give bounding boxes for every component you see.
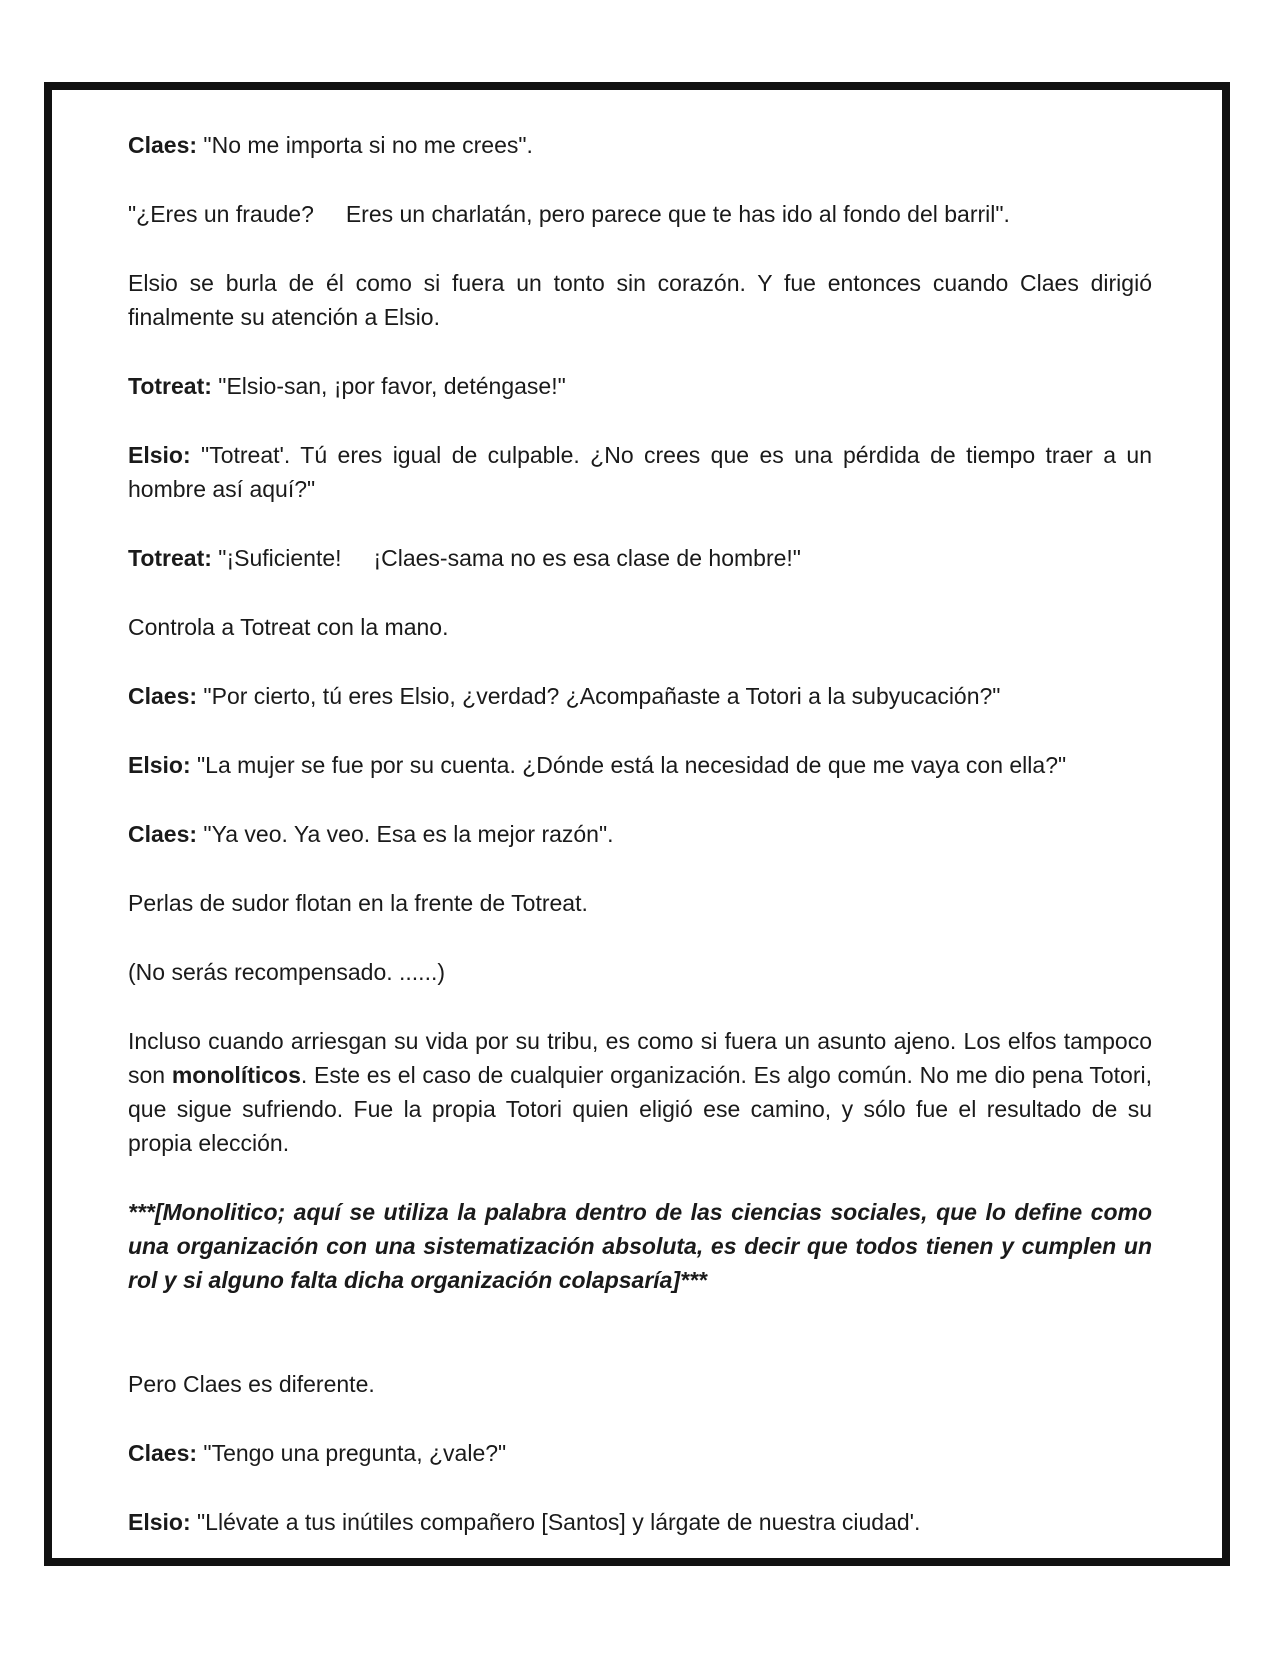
narration-text: Elsio se burla de él como si fuera un tonto sin corazón. Y fue entonces cuando Claes dirigió finalmente su atención a Elsio. xyxy=(128,270,1152,330)
speaker-label: Claes: xyxy=(128,821,198,847)
speaker-label: Elsio: xyxy=(128,442,191,468)
translator-note: ***[Monolitico; aquí se utiliza la palabra dentro de las ciencias sociales, que lo define como una organización con una sistematización absoluta, es decir que todos tienen y cumplen un rol y si alguno falta dicha organización colapsaría]*** xyxy=(128,1199,1152,1293)
paragraph-13 xyxy=(128,1024,1152,1160)
speaker-label: Elsio: xyxy=(128,1509,191,1535)
paragraph-2 xyxy=(128,197,1152,231)
dialogue-text: "Elsio-san, ¡por favor, deténgase!" xyxy=(211,373,566,399)
speaker-label: Elsio: xyxy=(128,752,191,778)
thought-text: (No serás recompensado. ......) xyxy=(128,959,446,985)
paragraph-3 xyxy=(128,266,1152,334)
paragraph-17 xyxy=(128,1505,1152,1539)
speaker-label: Claes: xyxy=(128,683,198,709)
paragraph-1 xyxy=(128,128,1152,162)
paragraph-9 xyxy=(128,748,1152,782)
narration-text: . Este es el caso de cualquier organización. Es algo común. No me dio pena Totori, que sigue sufriendo. Fue la propia Totori quien eligió ese camino, y sólo fue el resultado de su propia elección. xyxy=(128,1062,1152,1156)
paragraph-11 xyxy=(128,886,1152,920)
emphasis-word: monolíticos xyxy=(171,1062,301,1088)
paragraph-15 xyxy=(128,1367,1152,1401)
speaker-label: Totreat: xyxy=(128,545,212,571)
paragraph-7 xyxy=(128,610,1152,644)
dialogue-text: "¿Eres un fraude? Eres un charlatán, pero parece que te has ido al fondo del barril". xyxy=(128,201,1010,227)
dialogue-text: "La mujer se fue por su cuenta. ¿Dónde está la necesidad de que me vaya con ella?" xyxy=(190,752,1067,778)
dialogue-text: "¡Suficiente! ¡Claes-sama no es esa clase de hombre!" xyxy=(211,545,801,571)
dialogue-text: "Llévate a tus inútiles compañero [Santos] y lárgate de nuestra ciudad'. xyxy=(190,1509,921,1535)
narration-text: Incluso cuando arriesgan su vida por su tribu, es como si fuera un asunto ajeno. Los elfos tampoco son xyxy=(128,1028,1152,1088)
narration-text: Pero Claes es diferente. xyxy=(128,1371,375,1397)
speaker-label: Totreat: xyxy=(128,373,212,399)
narration-text: Controla a Totreat con la mano. xyxy=(128,614,449,640)
dialogue-text: "Por cierto, tú eres Elsio, ¿verdad? ¿Acompañaste a Totori a la subyucación?" xyxy=(197,683,1001,709)
paragraph-16 xyxy=(128,1436,1152,1470)
dialogue-text: "Totreat'. Tú eres igual de culpable. ¿No crees que es una pérdida de tiempo traer a un hombre así aquí?" xyxy=(128,442,1152,502)
dialogue-text: "Tengo una pregunta, ¿vale?" xyxy=(197,1440,507,1466)
dialogue-text: "Ya veo. Ya veo. Esa es la mejor razón". xyxy=(197,821,614,847)
document-body xyxy=(128,128,1152,1574)
speaker-label: Claes: xyxy=(128,1440,198,1466)
paragraph-5 xyxy=(128,438,1152,506)
paragraph-4 xyxy=(128,369,1152,403)
dialogue-text: "No me importa si no me crees". xyxy=(197,132,533,158)
speaker-label: Claes: xyxy=(128,132,198,158)
paragraph-8 xyxy=(128,679,1152,713)
paragraph-6 xyxy=(128,541,1152,575)
narration-text: Perlas de sudor flotan en la frente de Totreat. xyxy=(128,890,588,916)
paragraph-10 xyxy=(128,817,1152,851)
paragraph-12 xyxy=(128,955,1152,989)
